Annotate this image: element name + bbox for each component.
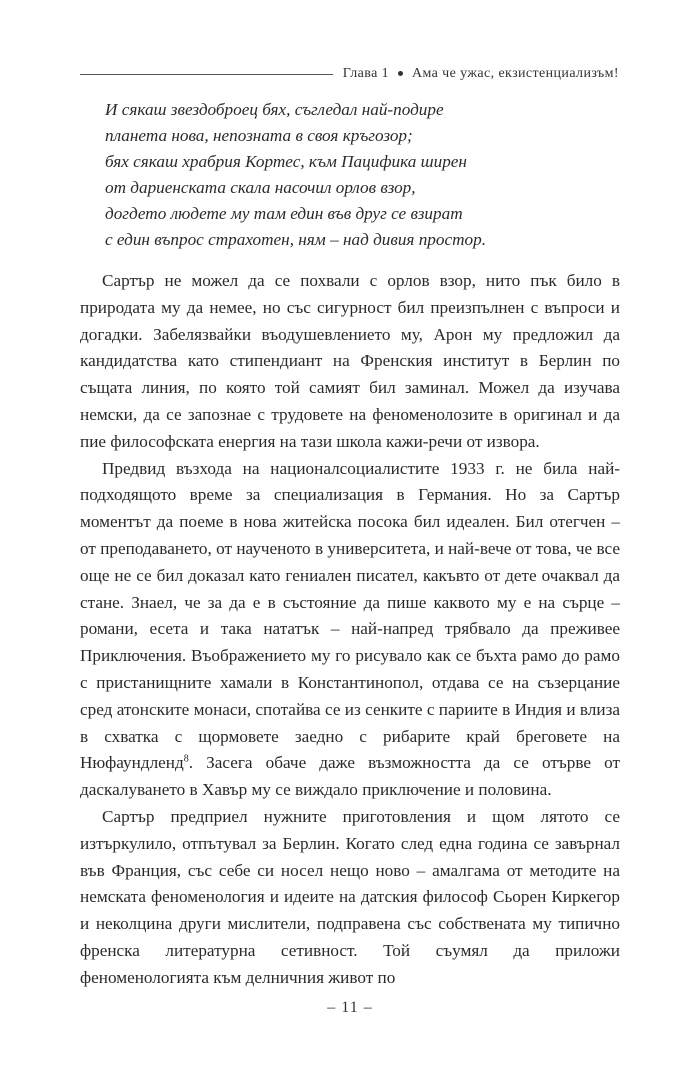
- verse-quote: [105, 97, 605, 254]
- verse-line: с един въпрос страхотен, ням – над дивия простор.: [105, 230, 487, 250]
- paragraph: [80, 804, 620, 992]
- verse-line: бях сякаш храбрия Кортес, към Пацифика ширен: [105, 152, 467, 172]
- paragraph-text-continued: . Засега обаче даже възможността да се отърве от даскалуването в Хавър му се виждало приключение и половина.: [80, 753, 620, 800]
- bullet-separator: [398, 71, 403, 76]
- page-number: – 11 –: [327, 999, 373, 1016]
- paragraph-text: Сартър предприел нужните приготовления и щом лятото се изтъркулило, отпътувал за Берлин. Когато след една година се завърнал във Франция, със себе си носел нещо ново – амалгама от методите на немската феноменология и идеите на датския философ Сьорен Киркегор и неколцина други мислители, подправена със собствената му типично френска литературна сетивност. Той съумял да приложи феноменологията към делничния живот по: [80, 806, 620, 987]
- footnote-marker[interactable]: 8: [183, 753, 189, 765]
- paragraph: [80, 456, 620, 804]
- paragraph-text: Сартър не можел да се похвали с орлов взор, нито пък било в природата му да немее, но със сигурност бил преизпълнен с въпроси и догадки. Забелязвайки въодушевлението му, Арон му предложил да кандидатства като стипендиант на Френския институт в Берлин по същата линия, по която той самият бил заминал. Можел да изучава немски, да се запознае с трудовете на феноменолозите в оригинал и да пие философската енергия на тази школа кажи-речи от извора.: [80, 271, 620, 451]
- header-rule: [80, 74, 333, 75]
- verse-line: планета нова, непозната в своя кръгозор;: [105, 126, 413, 146]
- paragraph-text: Предвид възхода на националсоциалистите 1933 г. не била най-подходящото време за специализация в Германия. Но за Сартър моментът да поеме в нова житейска посока бил идеален. Бил отегчен – от преподаването, от наученото в университета, и най-вече от това, че все още не се бил доказал като гениален писател, какъвто от дете очаквал да стане. Знаел, че за да е в състояние да пише каквото му е на сърце – романи, есета и така нататък – най-напред трябвало да преживее Приключения. Въображението му го рисувало как се бъхта рамо до рамо с пристанищните хамали в Константинопол, отдава се на съзерцание сред атонските монаси, спотайва се из сенките с париите в Индия и влиза в схватка с щормовете заедно с рибарите край бреговете на Нюфаундленд: [80, 458, 620, 773]
- running-head-chapter: Глава 1: [342, 66, 389, 81]
- verse-line: догдето людете му там един във друг се взират: [105, 204, 463, 224]
- body-text: [80, 268, 620, 992]
- running-head: [80, 66, 619, 82]
- running-head-title: Ама че ужас, екзистенциализъм!: [411, 66, 619, 81]
- paragraph: [80, 268, 620, 456]
- verse-line: от дариенската скала насочил орлов взор,: [105, 178, 416, 198]
- verse-line: И сякаш звездоброец бях, съгледал най-подире: [105, 100, 444, 119]
